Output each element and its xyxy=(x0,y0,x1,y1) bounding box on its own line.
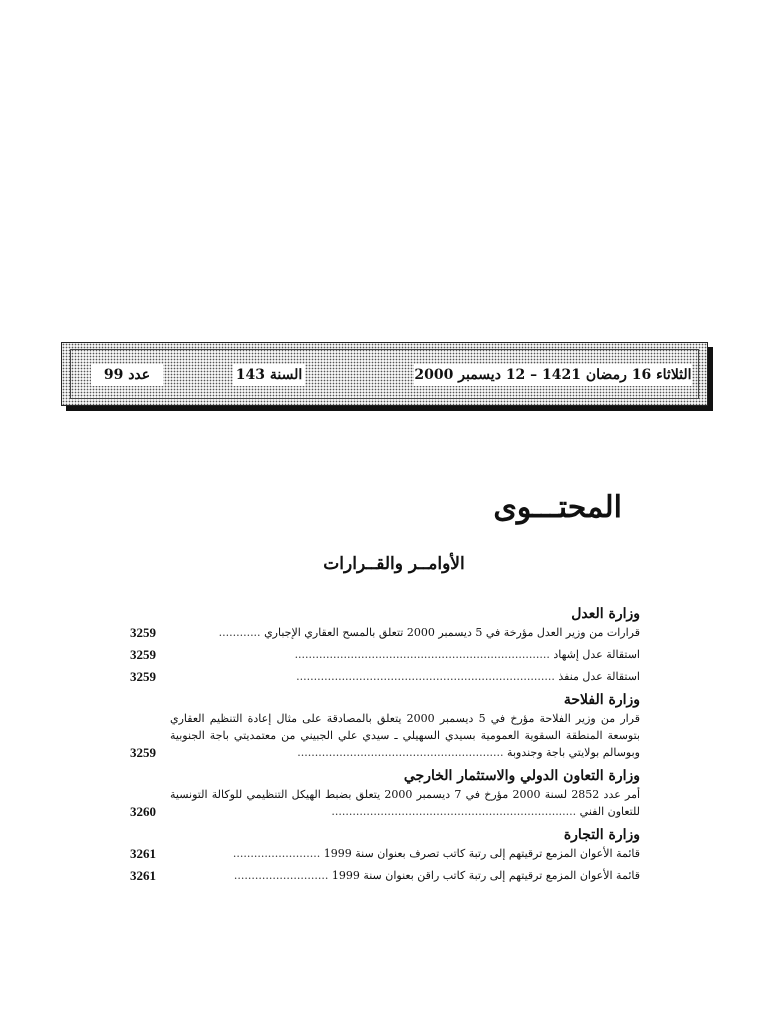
dot-leader: ........................... xyxy=(233,869,332,882)
toc-section xyxy=(130,766,640,820)
issue-date: الثلاثاء 16 رمضان 1421 – 12 ديسمبر 2000 xyxy=(414,364,692,386)
toc-entry-text xyxy=(170,786,640,820)
page-number: 3259 xyxy=(130,745,156,760)
toc-section xyxy=(130,604,640,685)
issue-year: السنة 143 xyxy=(233,364,305,386)
dot-leader: ...................................................................... xyxy=(331,805,580,818)
page-number: 3259 xyxy=(130,647,156,662)
header-banner xyxy=(61,342,708,406)
page-number: 3261 xyxy=(130,846,156,861)
page-number: 3260 xyxy=(130,804,156,819)
toc-entry xyxy=(130,624,640,641)
dot-leader: ......................... xyxy=(232,847,324,860)
toc-entry xyxy=(130,867,640,884)
toc-entry xyxy=(130,668,640,685)
toc-section xyxy=(130,825,640,884)
dot-leader: ......................................................................... xyxy=(294,648,554,661)
ministry-heading: وزارة التعاون الدولي والاستثمار الخارجي xyxy=(403,768,640,784)
entry-title: استقالة عدل إشهاد xyxy=(553,648,640,661)
entry-title: استقالة عدل منفذ xyxy=(558,670,640,683)
toc-entry-text xyxy=(170,668,640,685)
toc-entry-text xyxy=(170,710,640,761)
toc-section xyxy=(130,690,640,761)
entry-title: قرار من وزير الفلاحة مؤرخ في 5 ديسمبر 2000 يتعلق بالمصادقة على مثال إعادة التنظيم العقاري بتوسعة المنطقة السقوية العمومية بسيدي السهيلي ـ سيدي علي الجبيني من معتمديتي باجة الجنوبية وبوسالم بولايتي باجة وجندوبة xyxy=(170,712,641,759)
page-number: 3259 xyxy=(130,669,156,684)
issue-number: عدد 99 xyxy=(91,364,163,386)
toc-entry-text xyxy=(170,867,640,884)
toc-entry-text xyxy=(170,624,640,641)
toc-entry xyxy=(130,786,640,820)
ministry-heading: وزارة الفلاحة xyxy=(563,692,640,708)
entry-title: قرارات من وزير العدل مؤرخة في 5 ديسمبر 2000 تتعلق بالمسح العقاري الإجباري xyxy=(264,626,640,639)
ministry-heading: وزارة العدل xyxy=(571,606,640,622)
section-subtitle: الأوامــر والقــرارات xyxy=(323,554,465,574)
banner-inner-frame xyxy=(70,349,699,399)
toc-entry-text xyxy=(170,845,640,862)
page-number: 3261 xyxy=(130,868,156,883)
dot-leader: ............ xyxy=(218,626,265,639)
page-title: المحتـــوى xyxy=(493,490,622,525)
entry-title: أمر عدد 2852 لسنة 2000 مؤرخ في 7 ديسمبر 2000 يتعلق بضبط الهيكل التنظيمي للوكالة التونسية للتعاون الفني xyxy=(170,788,641,818)
toc-entry xyxy=(130,845,640,862)
entry-title: قائمة الأعوان المزمع ترقيتهم إلى رتبة كاتب تصرف بعنوان سنة 1999 xyxy=(323,847,640,860)
page-number: 3259 xyxy=(130,625,156,640)
entry-title: قائمة الأعوان المزمع ترقيتهم إلى رتبة كاتب راقن بعنوان سنة 1999 xyxy=(331,869,640,882)
table-of-contents xyxy=(130,604,640,889)
dot-leader: .......................................................................... xyxy=(296,670,559,683)
toc-entry-text xyxy=(170,646,640,663)
toc-entry xyxy=(130,646,640,663)
dot-leader: ........................................................... xyxy=(297,746,508,759)
toc-entry xyxy=(130,710,640,761)
ministry-heading: وزارة التجارة xyxy=(563,827,640,843)
